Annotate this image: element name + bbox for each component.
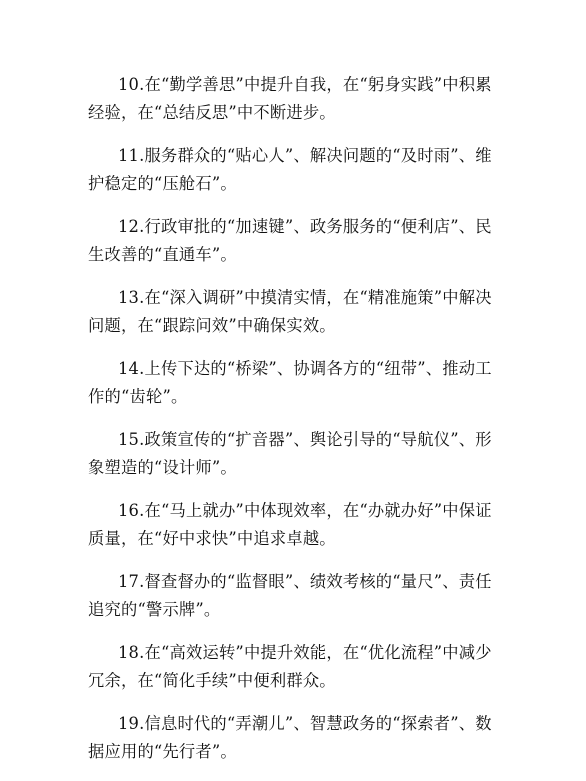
paragraph-13: 13.在“深入调研”中摸清实情，在“精准施策”中解决问题，在“跟踪问效”中确保实效。 [88,288,492,335]
paragraph-17: 17.督查督办的“监督眼”、绩效考核的“量尺”、责任追究的“警示牌”。 [88,572,492,619]
paragraph-16: 16.在“马上就办”中体现效率，在“办就办好”中保证质量，在“好中求快”中追求卓越。 [88,501,492,548]
paragraph-12: 12.行政审批的“加速键”、政务服务的“便利店”、民生改善的“直通车”。 [88,217,492,264]
document-body [88,71,500,781]
paragraph-19: 19.信息时代的“弄潮儿”、智慧政务的“探索者”、数据应用的“先行者”。 [88,714,492,761]
paragraph-15: 15.政策宣传的“扩音器”、舆论引导的“导航仪”、形象塑造的“设计师”。 [88,430,492,477]
paragraph-11: 11.服务群众的“贴心人”、解决问题的“及时雨”、维护稳定的“压舱石”。 [88,146,492,193]
paragraph-18: 18.在“高效运转”中提升效能，在“优化流程”中减少冗余，在“简化手续”中便利群众。 [88,643,492,690]
paragraph-14: 14.上传下达的“桥梁”、协调各方的“纽带”、推动工作的“齿轮”。 [88,359,492,406]
paragraph-10: 10.在“勤学善思”中提升自我，在“躬身实践”中积累经验，在“总结反思”中不断进步。 [88,75,492,122]
